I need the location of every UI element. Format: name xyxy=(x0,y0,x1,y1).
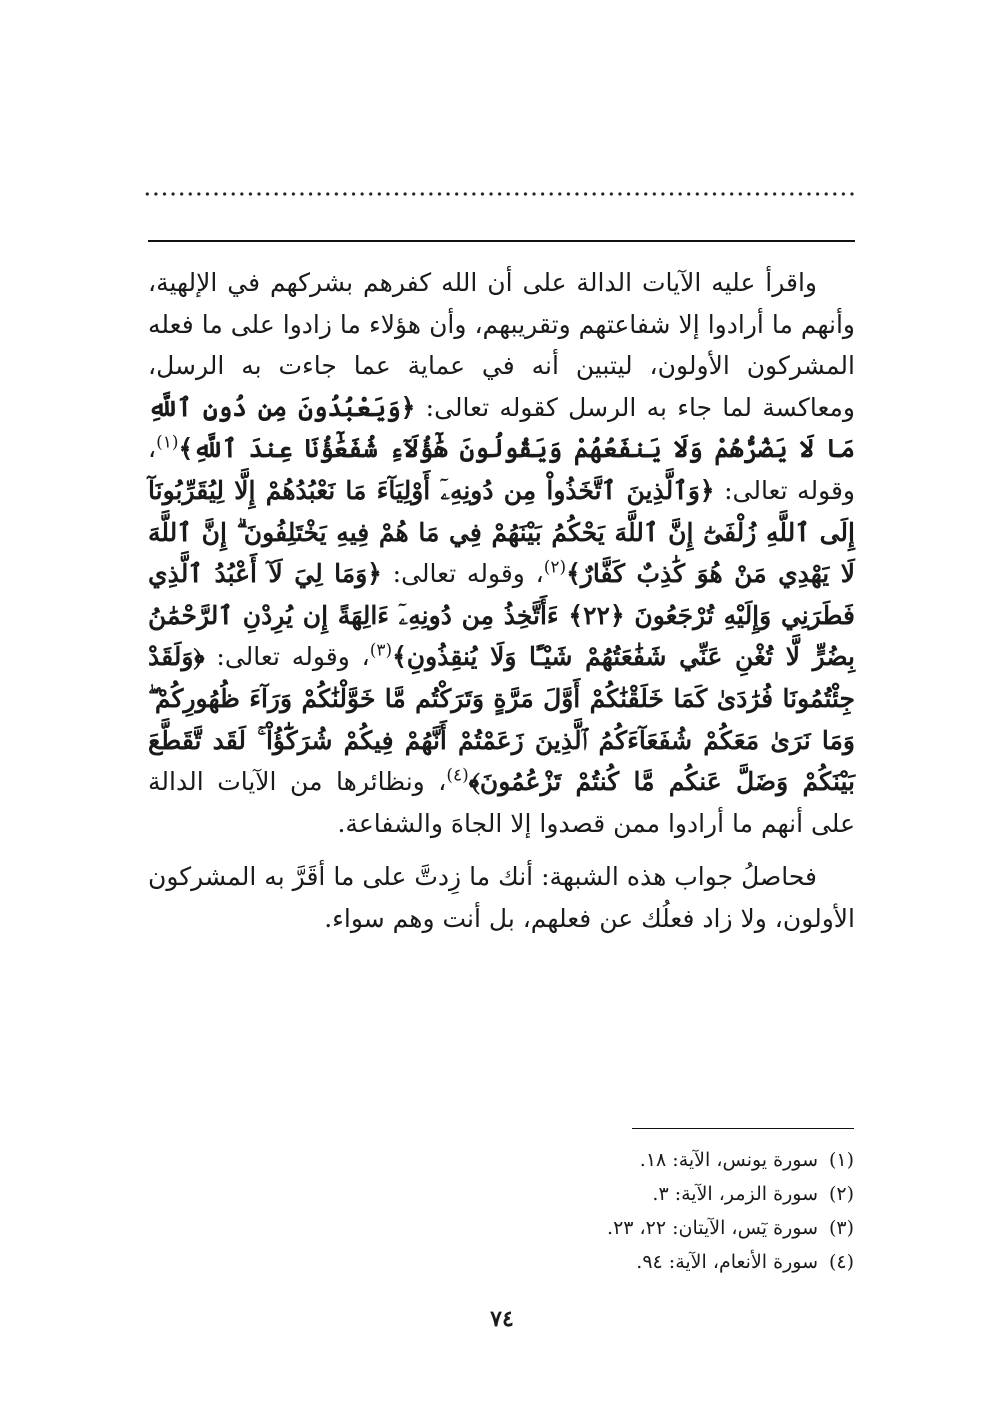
paragraph-1 xyxy=(148,262,855,844)
footnote-ref-1: (١) xyxy=(156,433,179,454)
footnote-ref-2: (٢) xyxy=(543,557,567,578)
footnote-1 xyxy=(149,1143,854,1177)
footnote-ref-3: (٣) xyxy=(369,641,393,662)
intro-text: واقرأ عليه الآيات الدالة على أن الله كفرهم بشركهم في الإلهية، وأنهم ما أرادوا إلا شفاعتهم وتقريبهم، وأن هؤلاء ما زادوا على ما فعله المشركون الأولون، ليتبين أنه في عماية عما جاءت به الرسل، ومعاكسة لما جاء به الرسل كقوله تعالى: xyxy=(148,268,855,422)
quran-verse-2: ﴿وَٱلَّذِينَ ٱتَّخَذُواْ مِن دُونِهِۦٓ أَوْلِيَآءَ مَا نَعْبُدُهُمْ إِلَّا لِيُقَرِّبُونَآ إِلَى ٱللَّهِ زُلْفَىٰٓ إِنَّ ٱللَّهَ يَحْكُمُ بَيْنَهُمْ فِي مَا هُمْ فِيهِ يَخْتَلِفُونَ ۗ إِنَّ ٱللَّهَ لَا يَهْدِي مَنْ هُوَ كَٰذِبٌ كَفَّارٌ﴾ xyxy=(148,475,856,589)
footnote-ref-4: (٤) xyxy=(446,765,469,786)
page-number: ٧٤ xyxy=(490,1306,514,1332)
footnote-number: (٤) xyxy=(828,1251,854,1273)
footnote-text: سورة يٓس، الآيتان: ٢٢، ٢٣. xyxy=(607,1217,818,1239)
header-rule xyxy=(148,240,855,242)
quran-verse-3: ﴿وَمَا لِيَ لَآ أَعْبُدُ ٱلَّذِي فَطَرَنِي وَإِلَيْهِ تُرْجَعُونَ ﴿٢٢﴾ ءَأَتَّخِذُ مِن دُونِهِۦٓ ءَالِهَةً إِن يُرِدْنِ ٱلرَّحْمَٰنُ بِضُرٍّ لَّا تُغْنِ عَنِّي شَفَٰعَتُهُمْ شَيْـًٔا وَلَا يُنقِذُونِ﴾ xyxy=(148,559,856,672)
connector-text-2: ، وقوله تعالى: xyxy=(392,559,544,589)
footnote-3 xyxy=(149,1211,854,1245)
closing-text: ، ونظائرها من الآيات الدالة على أنهم ما أرادوا ممن قصدوا إلا الجاهَ والشفاعة. xyxy=(148,767,855,838)
footnotes xyxy=(149,1143,854,1279)
connector-text-3: ، وقوله تعالى: xyxy=(216,642,370,672)
dotted-separator xyxy=(143,184,855,204)
footnote-text: سورة يونس، الآية: ١٨. xyxy=(639,1149,818,1171)
paragraph-2: فحاصلُ جواب هذه الشبهة: أنك ما زِدتَّ على ما أقَرَّ به المشركون الأولون، ولا زاد فعلُك عن فعلهم، بل أنت وهم سواء. xyxy=(148,862,855,933)
connector-text-1: ، وقوله تعالى: xyxy=(148,434,856,505)
footnote-4 xyxy=(149,1245,854,1279)
footnote-2 xyxy=(149,1177,854,1211)
quran-verse-1: ﴿وَيَعْبُدُونَ مِن دُونِ ٱللَّهِ مَا لَا يَضُرُّهُمْ وَلَا يَنفَعُهُمْ وَيَقُولُونَ هَٰٓؤُلَآءِ شُفَعَٰٓؤُنَا عِندَ ٱللَّهِ﴾ xyxy=(148,392,855,464)
footnote-number: (١) xyxy=(828,1149,854,1171)
footnote-number: (٢) xyxy=(828,1183,854,1205)
footnote-text: سورة الزمر، الآية: ٣. xyxy=(652,1183,818,1205)
footnote-rule xyxy=(632,1128,854,1129)
footnote-number: (٣) xyxy=(828,1217,854,1239)
footnote-text: سورة الأنعام، الآية: ٩٤. xyxy=(636,1251,818,1273)
quran-verse-4: ﴿وَلَقَدْ جِئْتُمُونَا فُرَٰدَىٰ كَمَا خَلَقْنَٰكُمْ أَوَّلَ مَرَّةٍ وَتَرَكْتُم مَّا خَوَّلْنَٰكُمْ وَرَآءَ ظُهُورِكُمْ ۖ وَمَا نَرَىٰ مَعَكُمْ شُفَعَآءَكُمُ ٱلَّذِينَ زَعَمْتُمْ أَنَّهُمْ فِيكُمْ شُرَكَٰٓؤُاْ ۚ لَقَد تَّقَطَّعَ بَيْنَكُمْ وَضَلَّ عَنكُم مَّا كُنتُمْ تَزْعُمُونَ﴾ xyxy=(148,642,855,797)
main-text xyxy=(148,262,855,940)
